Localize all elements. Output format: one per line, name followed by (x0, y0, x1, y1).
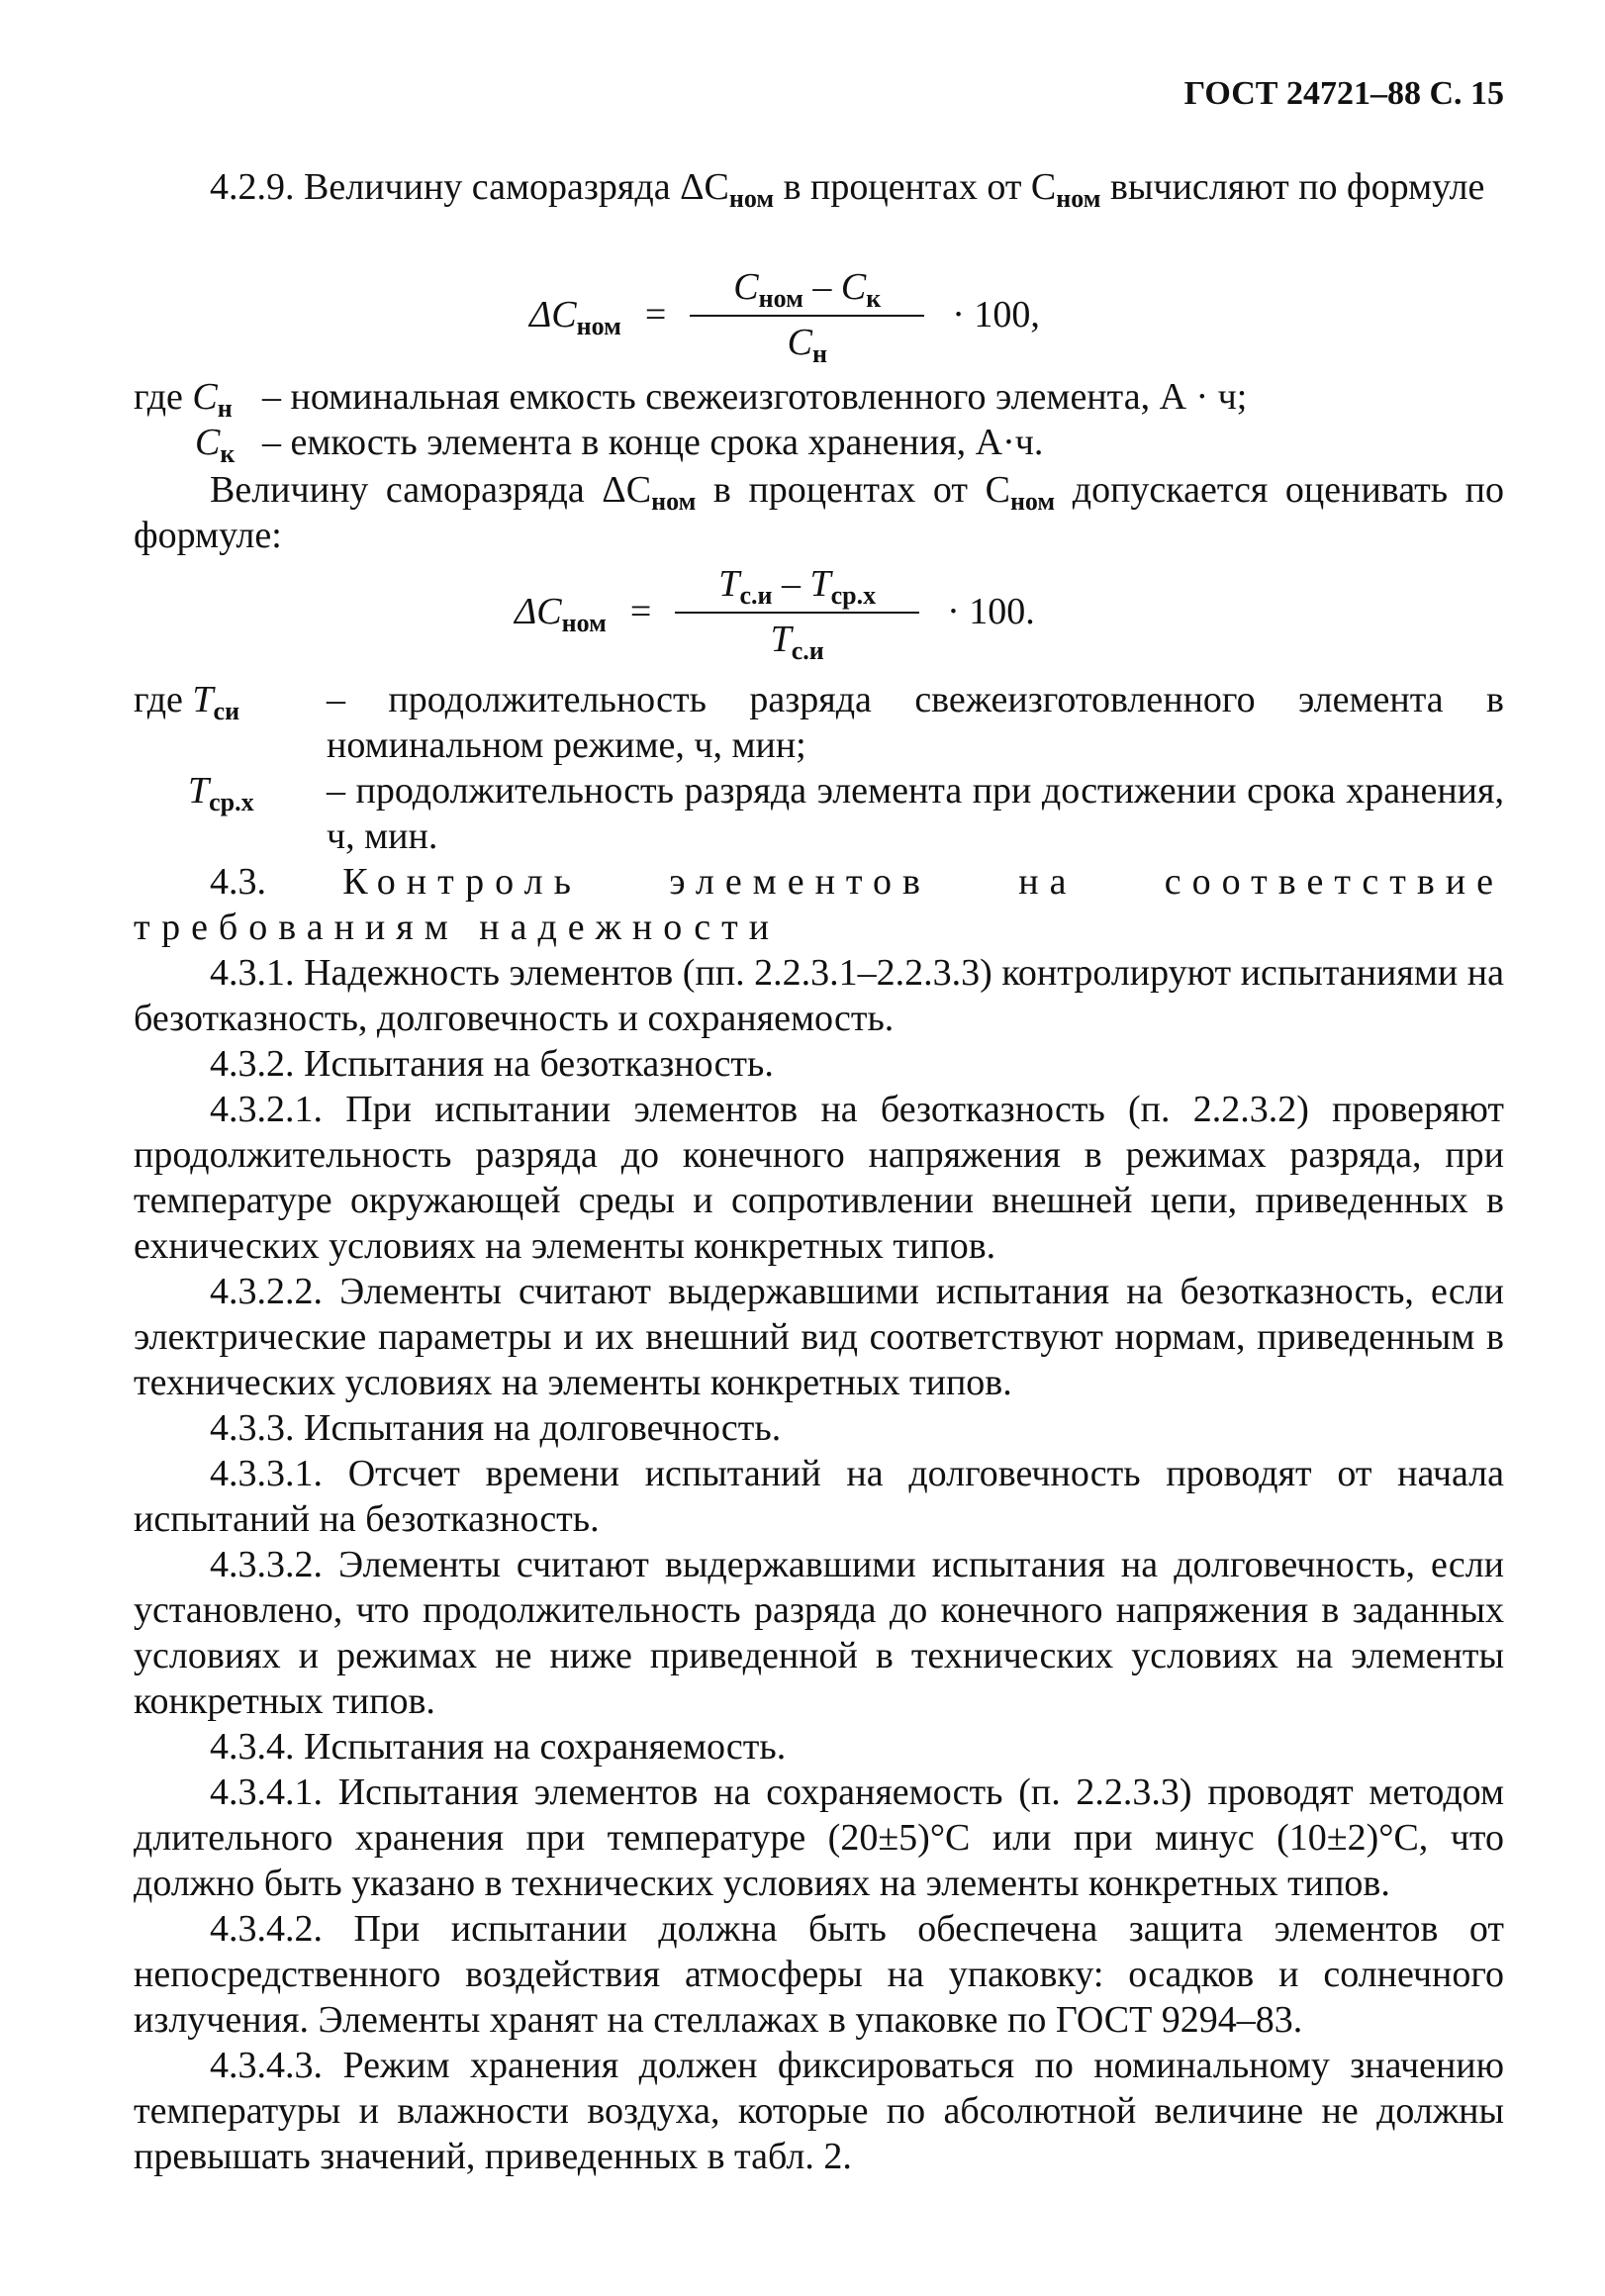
paragraph-4-2-9: 4.2.9. Величину саморазряда $\Delta С_{ном}$ в процентах от $С_{ном}$ вычисляют по формуле (210, 166, 1485, 213)
paragraph-4-3-2-2: 4.3.2.2. Элементы считают выдержавшими испытания на безотказность, если электрические параметры и их внешний вид соответствуют нормам, приведенным в технических условиях на элементы конкретных типов. (134, 1271, 1504, 1403)
paragraph-4-3-3: 4.3.3. Испытания на долговечность. (210, 1407, 782, 1449)
paragraph-4-3-2: 4.3.2. Испытания на безотказность. (210, 1043, 774, 1085)
main-body (134, 859, 1504, 2179)
paragraph-4-3-4-3: 4.3.4.3. Режим хранения должен фиксироваться по номинальному значению температуры и влажности воздуха, которые по абсолютной величине не должны превышать значений, приведенных в табл. 2. (134, 2045, 1504, 2177)
fraction: $\frac{Т_{с.и} - Т_{ср.х}}{Т_{с.и}}$ (675, 562, 919, 661)
definitions-formula2: где $Т_{си}$ – продолжительность разряда свежеизготовленного элемента в номинальном режиме, ч, мин; $Т_{ср.х}$ – продолжительность разряда элемента при достижении срока хранения, ч, мин. (134, 679, 1504, 857)
formula-self-discharge: $\Delta С_{ном}$ = $\frac{С_{ном} - С_к}{С_н}$ · 100, (529, 266, 1040, 368)
paragraph-alt-formula: Величину саморазряда $\Delta С_{ном}$ в процентах от $С_{ном}$ допускается оценивать по формуле: (134, 469, 1504, 556)
paragraph-4-3-3-2: 4.3.3.2. Элементы считают выдержавшими испытания на долговечность, если установлено, что продолжительность разряда до конечного напряжения в заданных условиях и режимах не ниже приведенной в технических условиях на элементы конкретных типов. (134, 1544, 1504, 1722)
paragraph-4-3-2-1: 4.3.2.1. При испытании элементов на безотказность (п. 2.2.3.2) проверяют продолжительность разряда до конечного напряжения в режимах разряда, при температуре окружающей среды и сопротивлении внешней цепи, приведенных в ехнических условиях на элементы конкретных типов. (134, 1089, 1504, 1267)
paragraph-4-3-1: 4.3.1. Надежность элементов (пп. 2.2.3.1–2.2.3.3) контролируют испытаниями на безотказность, долговечность и сохраняемость. (134, 952, 1504, 1039)
definitions-formula1: где $С_н$ – номинальная емкость свежеизготовленного элемента, А · ч; $С_к$ – емкость элемента в конце срока хранения, А·ч. (134, 376, 1248, 468)
paragraph-4-3-4: 4.3.4. Испытания на сохраняемость. (210, 1726, 787, 1768)
paragraph-4-3-3-1: 4.3.3.1. Отсчет времени испытаний на долговечность проводят от начала испытаний на безотказность. (134, 1453, 1504, 1540)
paragraph-4-3-4-1: 4.3.4.1. Испытания элементов на сохраняемость (п. 2.2.3.3) проводят методом длительного хранения при температуре (20±5)°С или при минус (10±2)°С, что должно быть указано в технических условиях на элементы конкретных типов. (134, 1771, 1504, 1904)
paragraph-4-3-4-2: 4.3.4.2. При испытании должна быть обеспечена защита элементов от непосредственного воздействия атмосферы на упаковку: осадков и солнечного излучения. Элементы хранят на стеллажах в упаковке по ГОСТ 9294–83. (134, 1908, 1504, 2041)
section-4-3-heading: 4.3. Контроль элементов на соответствие требованиям надежности (134, 861, 1504, 948)
formula-discharge-duration: $\Delta С_{ном}$ = $\frac{Т_{с.и} - Т_{ср.х}}{Т_{с.и}}$ · 100. (515, 563, 1035, 665)
page-header: ГОСТ 24721–88 С. 15 (1183, 75, 1504, 112)
fraction: $\frac{С_{ном} - С_к}{С_н}$ (690, 265, 924, 364)
